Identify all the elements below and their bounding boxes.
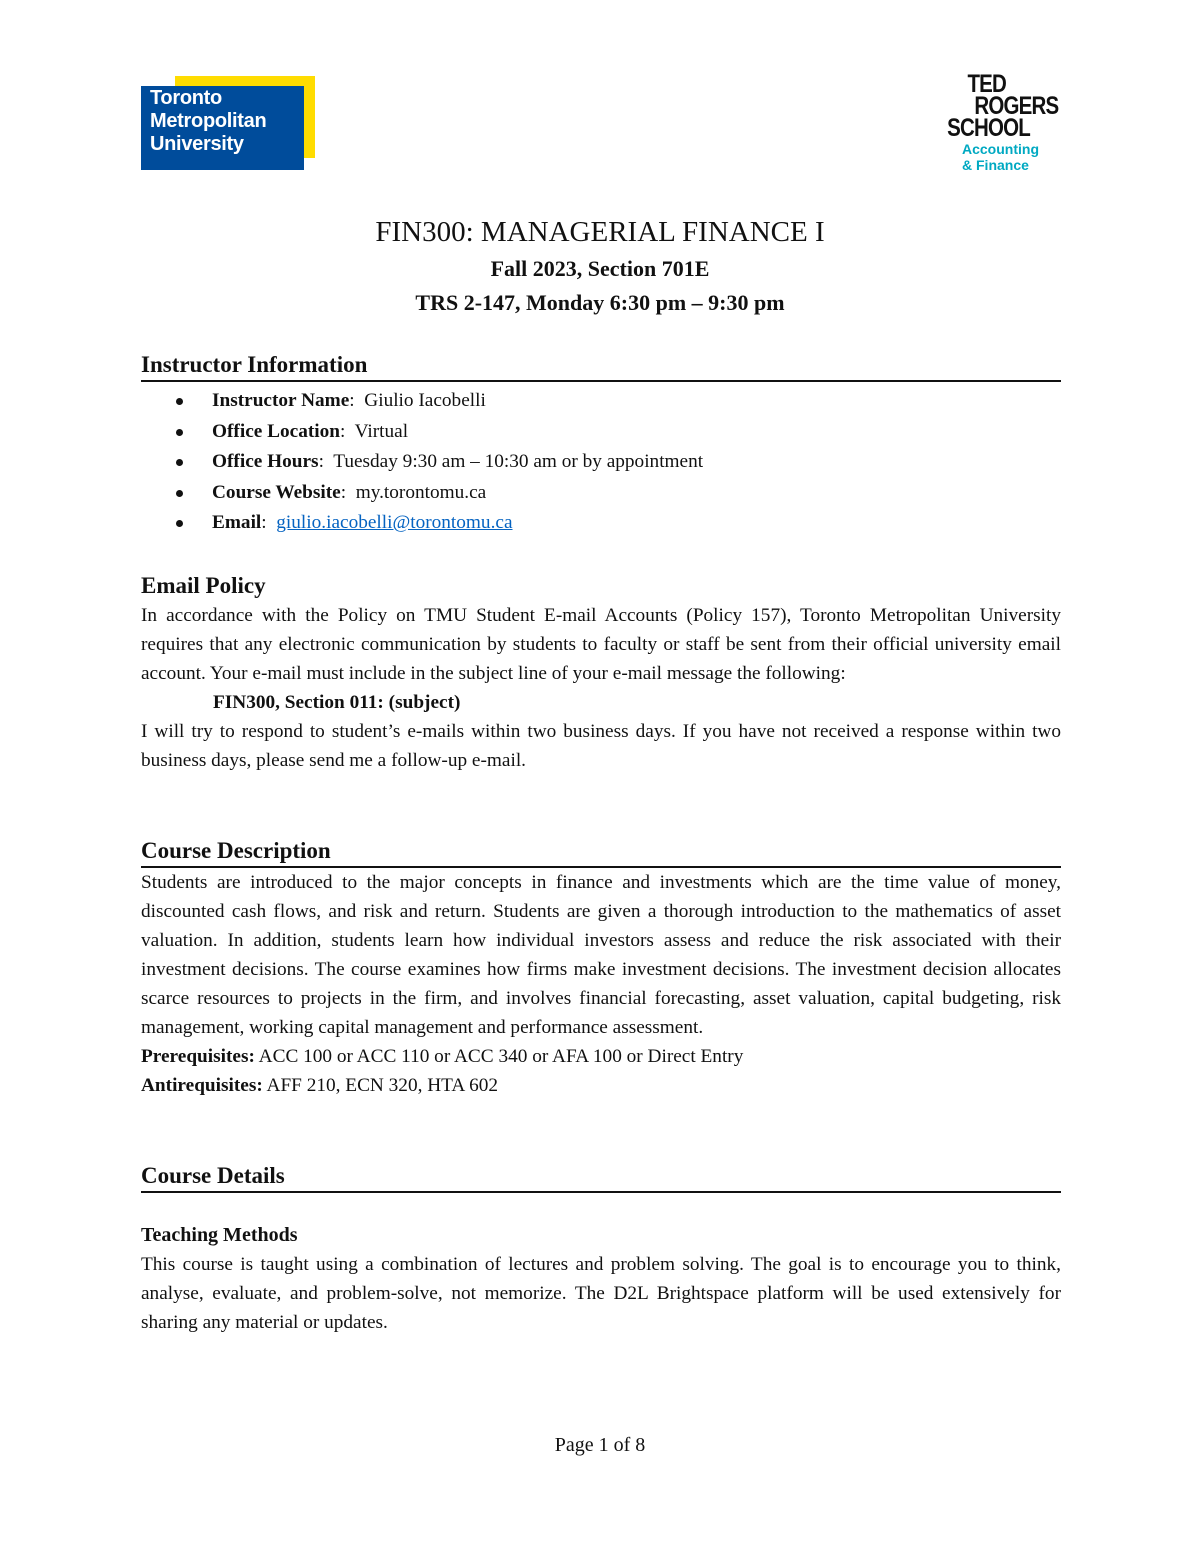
- trs-logo-subline: & Finance: [962, 157, 1029, 173]
- item-label: Course Website: [212, 481, 341, 503]
- page-number: Page 1 of 8: [554, 1434, 646, 1456]
- list-item: Instructor Name: Giulio Iacobelli: [141, 386, 1061, 417]
- tmu-logo-line: Toronto: [150, 87, 222, 109]
- tmu-logo: [141, 76, 315, 170]
- item-value: Tuesday 9:30 am – 10:30 am or by appointment: [333, 451, 704, 472]
- prerequisites-line: [141, 1042, 1061, 1071]
- instructor-list: [141, 386, 1061, 539]
- item-value: my.torontomu.ca: [355, 481, 487, 503]
- trs-logo-subline: Accounting: [962, 141, 1039, 157]
- subsection-heading: Teaching Methods: [141, 1224, 298, 1246]
- bullet-icon: [176, 490, 183, 497]
- course-description-text: Students are introduced to the major concepts in finance and investments which are the time value of money, discounted cash flows, and risk and return. Students are given a thorough introduction to the mathematics of asset valuation. In addition, students learn how individual investors assess and reduce the risk associated with their investment decisions. The course examines how firms make investment decisions. The investment decision allocates scarce resources to projects in the firm, and involves financial forecasting, asset valuation, capital budgeting, risk management, working capital management and performance assessment.: [141, 872, 1061, 1038]
- item-label: Email: [212, 512, 262, 533]
- course-term: Fall 2023, Section 701E: [490, 256, 710, 281]
- prerequisites-value: ACC 100 or ACC 110 or ACC 340 or AFA 100 or Direct Entry: [258, 1046, 744, 1067]
- email-response-text: I will try to respond to student’s e-mails within two business days. If you have not received a response within two business days, please send me a follow-up e-mail.: [141, 721, 1061, 771]
- item-label: Office Hours: [212, 451, 319, 472]
- email-policy-section: [141, 571, 1061, 775]
- course-description-section: [141, 836, 1061, 1100]
- teaching-methods-text: This course is taught using a combination of lectures and problem solving. The goal is to encourage you to think, analyse, evaluate, and problem-solve, not memorize. The D2L Brightspace platform will be used extensively for sharing any material or updates.: [141, 1254, 1061, 1333]
- bullet-icon: [176, 429, 183, 436]
- instructor-section: [141, 350, 1061, 539]
- antirequisites-line: [141, 1071, 1061, 1100]
- course-details-section: [141, 1161, 1061, 1337]
- trs-logo-line: TED: [967, 70, 1006, 98]
- antirequisites-value: AFF 210, ECN 320, HTA 602: [266, 1075, 498, 1096]
- list-item: Email: giulio.iacobelli@torontomu.ca: [141, 508, 1061, 539]
- section-heading: Course Details: [141, 1161, 1061, 1193]
- item-label: Instructor Name: [212, 390, 350, 411]
- section-heading: Email Policy: [141, 573, 266, 598]
- email-link[interactable]: giulio.iacobelli@torontomu.ca: [276, 512, 513, 533]
- antirequisites-label: Antirequisites:: [141, 1075, 263, 1096]
- tmu-logo-line: Metropolitan: [150, 110, 267, 132]
- item-value: Giulio Iacobelli: [364, 390, 486, 411]
- item-label: Office Location: [212, 420, 340, 442]
- trs-logo-line: SCHOOL: [947, 114, 1030, 142]
- bullet-icon: [176, 459, 183, 466]
- email-policy-text: In accordance with the Policy on TMU Student E-mail Accounts (Policy 157), Toronto Metropolitan University requires that any electronic communication by students to faculty or staff be sent from their official university email account. Your e-mail must include in the subject line of your e-mail message the following:: [141, 605, 1061, 684]
- email-subject-format: FIN300, Section 011: (subject): [213, 692, 461, 713]
- course-schedule: TRS 2-147, Monday 6:30 pm – 9:30 pm: [415, 290, 785, 315]
- list-item: Office Hours: Tuesday 9:30 am – 10:30 am or by appointment: [141, 447, 1061, 478]
- prerequisites-label: Prerequisites:: [141, 1046, 255, 1067]
- course-title: FIN300: MANAGERIAL FINANCE I: [375, 216, 825, 248]
- trs-logo-line: ROGERS: [974, 92, 1058, 120]
- bullet-icon: [176, 398, 183, 405]
- section-heading: Course Description: [141, 836, 1061, 868]
- list-item: Course Website: my.torontomu.ca: [141, 478, 1061, 509]
- list-item: Office Location: Virtual: [141, 417, 1061, 448]
- item-value: Virtual: [354, 420, 409, 442]
- section-heading: Instructor Information: [141, 350, 1061, 382]
- bullet-icon: [176, 520, 183, 527]
- ted-rogers-school-logo: [948, 72, 1068, 172]
- tmu-logo-text: [150, 87, 266, 156]
- tmu-logo-line: University: [150, 133, 244, 155]
